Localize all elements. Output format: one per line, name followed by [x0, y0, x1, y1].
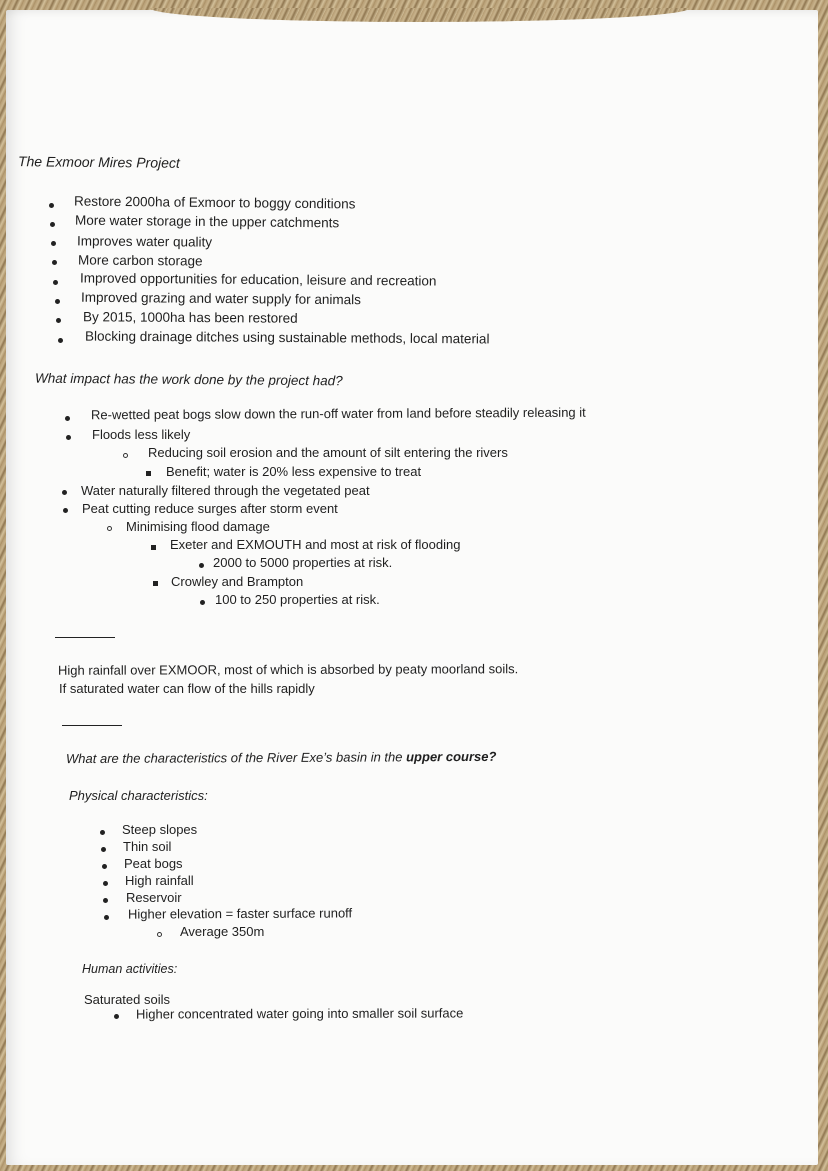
- bullet-icon: [100, 830, 105, 835]
- bullet-icon: [55, 299, 60, 304]
- list-item: Improved opportunities for education, leisure and recreation: [79, 270, 437, 289]
- bullet-icon: [52, 260, 57, 265]
- list-item: Restore 2000ha of Exmoor to boggy conditions: [73, 193, 356, 212]
- bullet-icon: [65, 416, 70, 421]
- bullet-icon: [103, 898, 108, 903]
- bullet-icon: [102, 864, 107, 869]
- list-item: Benefit; water is 20% less expensive to treat: [166, 464, 422, 479]
- list-item: Peat bogs: [124, 856, 183, 871]
- bullet-icon: [51, 241, 56, 246]
- bullet-icon: [114, 1014, 119, 1019]
- list-item: Re-wetted peat bogs slow down the run-off water from land before steadily releasing it: [90, 404, 586, 423]
- bullet-icon: [63, 508, 68, 513]
- list-item: Floods less likely: [92, 427, 191, 442]
- section-title-exmoor-mires: The Exmoor Mires Project: [17, 153, 180, 171]
- bullet-icon: [103, 881, 108, 886]
- bullet-icon: [62, 490, 67, 495]
- bullet-icon: [66, 435, 71, 440]
- list-item: Blocking drainage ditches using sustainable methods, local material: [84, 328, 490, 347]
- bullet-icon: [58, 338, 63, 343]
- list-item: Improves water quality: [76, 233, 213, 250]
- divider-line: [62, 725, 122, 726]
- list-item: Steep slopes: [122, 822, 198, 837]
- question-upper-course: [66, 749, 496, 766]
- list-item: Minimising flood damage: [126, 519, 270, 534]
- bullet-icon: [53, 280, 58, 285]
- list-item: Thin soil: [123, 839, 172, 854]
- list-item: 100 to 250 properties at risk.: [215, 592, 380, 607]
- list-item: Exeter and EXMOUTH and most at risk of flooding: [170, 537, 461, 552]
- list-item: Higher concentrated water going into smaller soil surface: [135, 1005, 464, 1022]
- bullet-icon: [101, 847, 106, 852]
- saturated-soils-label: Saturated soils: [84, 992, 170, 1007]
- list-item: More water storage in the upper catchments: [74, 212, 340, 231]
- bullet-icon: [104, 915, 109, 920]
- list-item: Improved grazing and water supply for animals: [80, 289, 361, 308]
- circle-bullet-icon: [107, 526, 112, 531]
- paragraph-line: If saturated water can flow of the hills rapidly: [59, 681, 315, 696]
- section-title-impact: What impact has the work done by the project had?: [34, 370, 343, 389]
- bullet-icon: [49, 203, 54, 208]
- bullet-icon: [50, 222, 55, 227]
- list-item: Reservoir: [126, 890, 182, 905]
- question-bold-text: upper course?: [406, 748, 497, 765]
- list-item: Peat cutting reduce surges after storm event: [82, 501, 338, 516]
- list-item: Water naturally filtered through the vegetated peat: [81, 483, 370, 498]
- square-bullet-icon: [151, 545, 156, 550]
- divider-line: [55, 637, 115, 638]
- bullet-icon: [56, 318, 61, 323]
- list-item: Higher elevation = faster surface runoff: [127, 905, 353, 922]
- square-bullet-icon: [153, 581, 158, 586]
- circle-bullet-icon: [123, 453, 128, 458]
- list-item: More carbon storage: [77, 252, 203, 269]
- list-item: 2000 to 5000 properties at risk.: [213, 555, 393, 570]
- physical-characteristics-label: Physical characteristics:: [69, 788, 208, 803]
- list-item: By 2015, 1000ha has been restored: [82, 309, 298, 326]
- paragraph-line: High rainfall over EXMOOR, most of which is absorbed by peaty moorland soils.: [57, 661, 519, 678]
- list-item: Crowley and Brampton: [171, 574, 304, 589]
- list-item: High rainfall: [125, 873, 194, 888]
- circle-bullet-icon: [157, 932, 162, 937]
- bullet-icon: [200, 600, 205, 605]
- human-activities-label: Human activities:: [82, 962, 178, 976]
- bullet-icon: [199, 563, 204, 568]
- question-text: What are the characteristics of the River Exe’s basin in the: [65, 749, 407, 767]
- list-item: Average 350m: [180, 924, 265, 939]
- square-bullet-icon: [146, 471, 151, 476]
- list-item: Reducing soil erosion and the amount of silt entering the rivers: [148, 445, 508, 460]
